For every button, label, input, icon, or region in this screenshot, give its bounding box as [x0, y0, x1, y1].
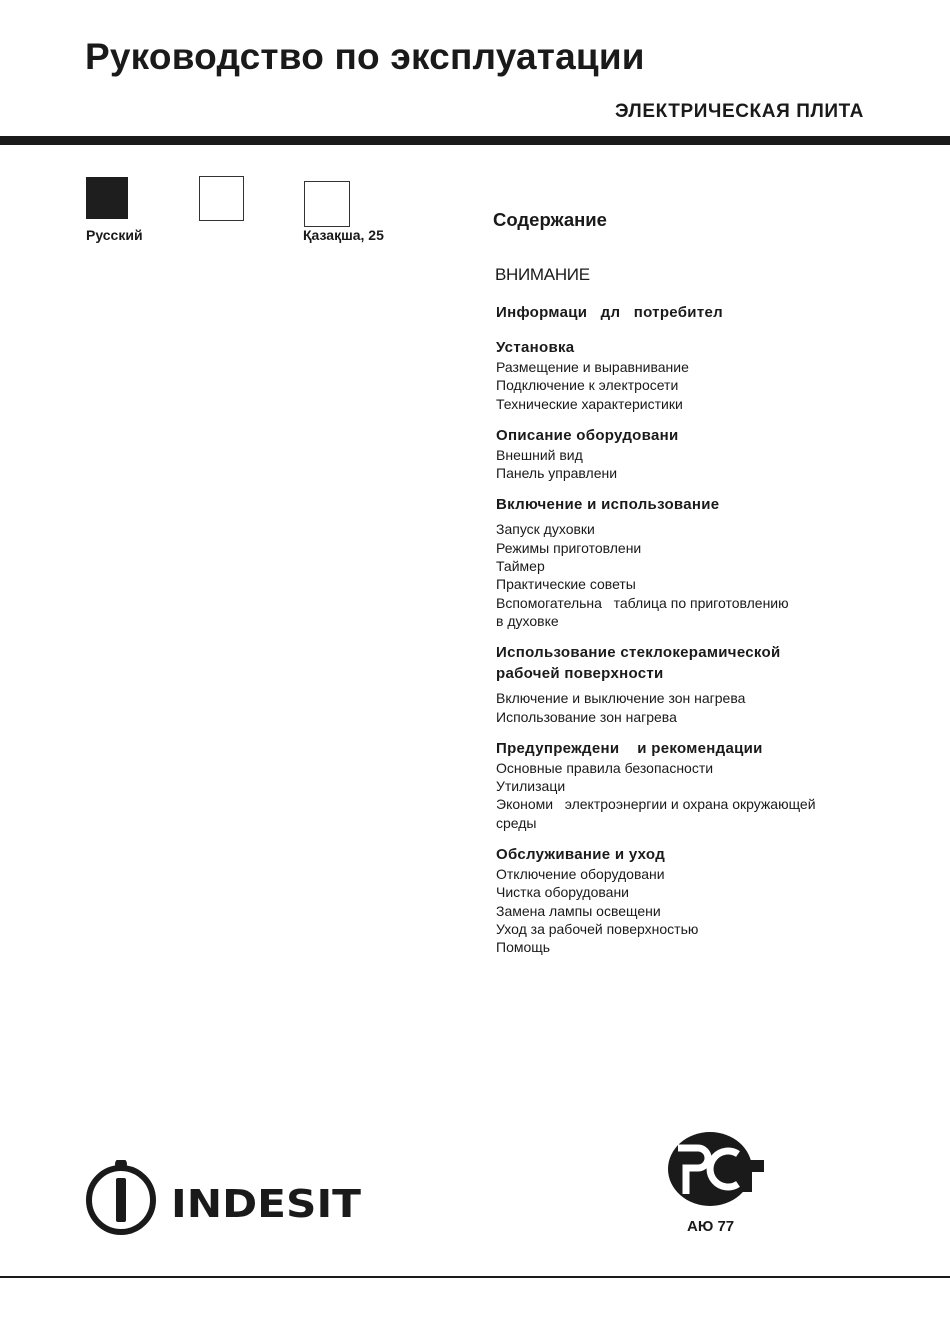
toc-item: Размещение и выравнивание — [496, 359, 689, 375]
toc-section-title: Установка — [496, 339, 575, 356]
toc-item: Включение и выключение зон нагрева — [496, 690, 746, 707]
toc-heading: Содержание — [493, 209, 607, 230]
toc-section — [496, 844, 916, 956]
toc-section-items — [496, 358, 916, 413]
toc-section-title: Описание оборудовани — [496, 426, 679, 444]
product-type: ЭЛЕКТРИЧЕСКАЯ ПЛИТА — [615, 101, 864, 122]
toc-item: Чистка оборудовани — [496, 884, 629, 901]
bottom-divider — [0, 1276, 950, 1278]
toc-item: Запуск духовки — [496, 521, 595, 538]
toc-item: Уход за рабочей поверхностью — [496, 920, 699, 937]
toc-section-title: Предупреждени и рекомендации — [496, 739, 763, 757]
top-divider — [0, 136, 950, 145]
toc-section — [496, 738, 916, 832]
toc-section-title: Включение и использование — [496, 496, 720, 514]
toc-section — [496, 494, 916, 630]
toc-section-items — [496, 865, 916, 956]
toc-item: Вспомогательна таблица по приготовлению — [496, 594, 789, 611]
language-box-kazakh — [304, 181, 350, 227]
gost-cert-logo — [668, 1132, 764, 1206]
toc-item: Панель управлени — [496, 465, 618, 482]
toc-item: среды — [496, 814, 537, 831]
toc-item: Экономи электроэнергии и охрана окружающей — [496, 796, 816, 813]
toc-section — [496, 425, 916, 483]
toc-section-title: Использование стеклокерамической рабочей поверхности — [496, 644, 781, 683]
toc-item: Основные правила безопасности — [496, 759, 714, 776]
toc-item: Помощь — [496, 939, 551, 956]
toc-item: Технические характеристики — [496, 395, 683, 412]
toc-section-title: Обслуживание и уход — [496, 846, 666, 864]
toc-section-items — [496, 446, 916, 483]
language-box-russian — [86, 177, 128, 219]
indesit-logo — [85, 1160, 370, 1238]
toc-item: Таймер — [496, 558, 545, 575]
toc-warning: ВНИМАНИЕ — [495, 265, 590, 284]
document-title: Руководство по эксплуатации — [85, 36, 645, 77]
language-label-russian: Русский — [86, 227, 143, 243]
toc-section — [496, 337, 916, 413]
toc-item: Утилизаци — [496, 778, 566, 795]
toc-item: в духовке — [496, 612, 559, 629]
toc-item: Практические советы — [496, 576, 636, 593]
toc-section-items — [496, 520, 916, 630]
indesit-logo-text: INDESIT — [171, 1182, 362, 1226]
language-label-kazakh: Қазақша, 25 — [303, 227, 384, 243]
toc-item: Отключение оборудовани — [496, 866, 665, 883]
toc-section-items — [496, 759, 916, 832]
language-box-blank — [199, 176, 244, 221]
toc-item: Внешний вид — [496, 446, 583, 463]
toc-item: Режимы приготовлени — [496, 539, 642, 556]
toc-section — [496, 302, 916, 323]
table-of-contents — [496, 302, 916, 957]
toc-item: Подключение к электросети — [496, 377, 679, 394]
toc-section-title: Информаци дл потребител — [496, 304, 723, 321]
certificate-code: АЮ 77 — [687, 1218, 735, 1235]
toc-section-items — [496, 689, 916, 726]
toc-item: Замена лампы освещени — [496, 902, 661, 919]
toc-item: Использование зон нагрева — [496, 708, 677, 725]
toc-section — [496, 642, 916, 726]
